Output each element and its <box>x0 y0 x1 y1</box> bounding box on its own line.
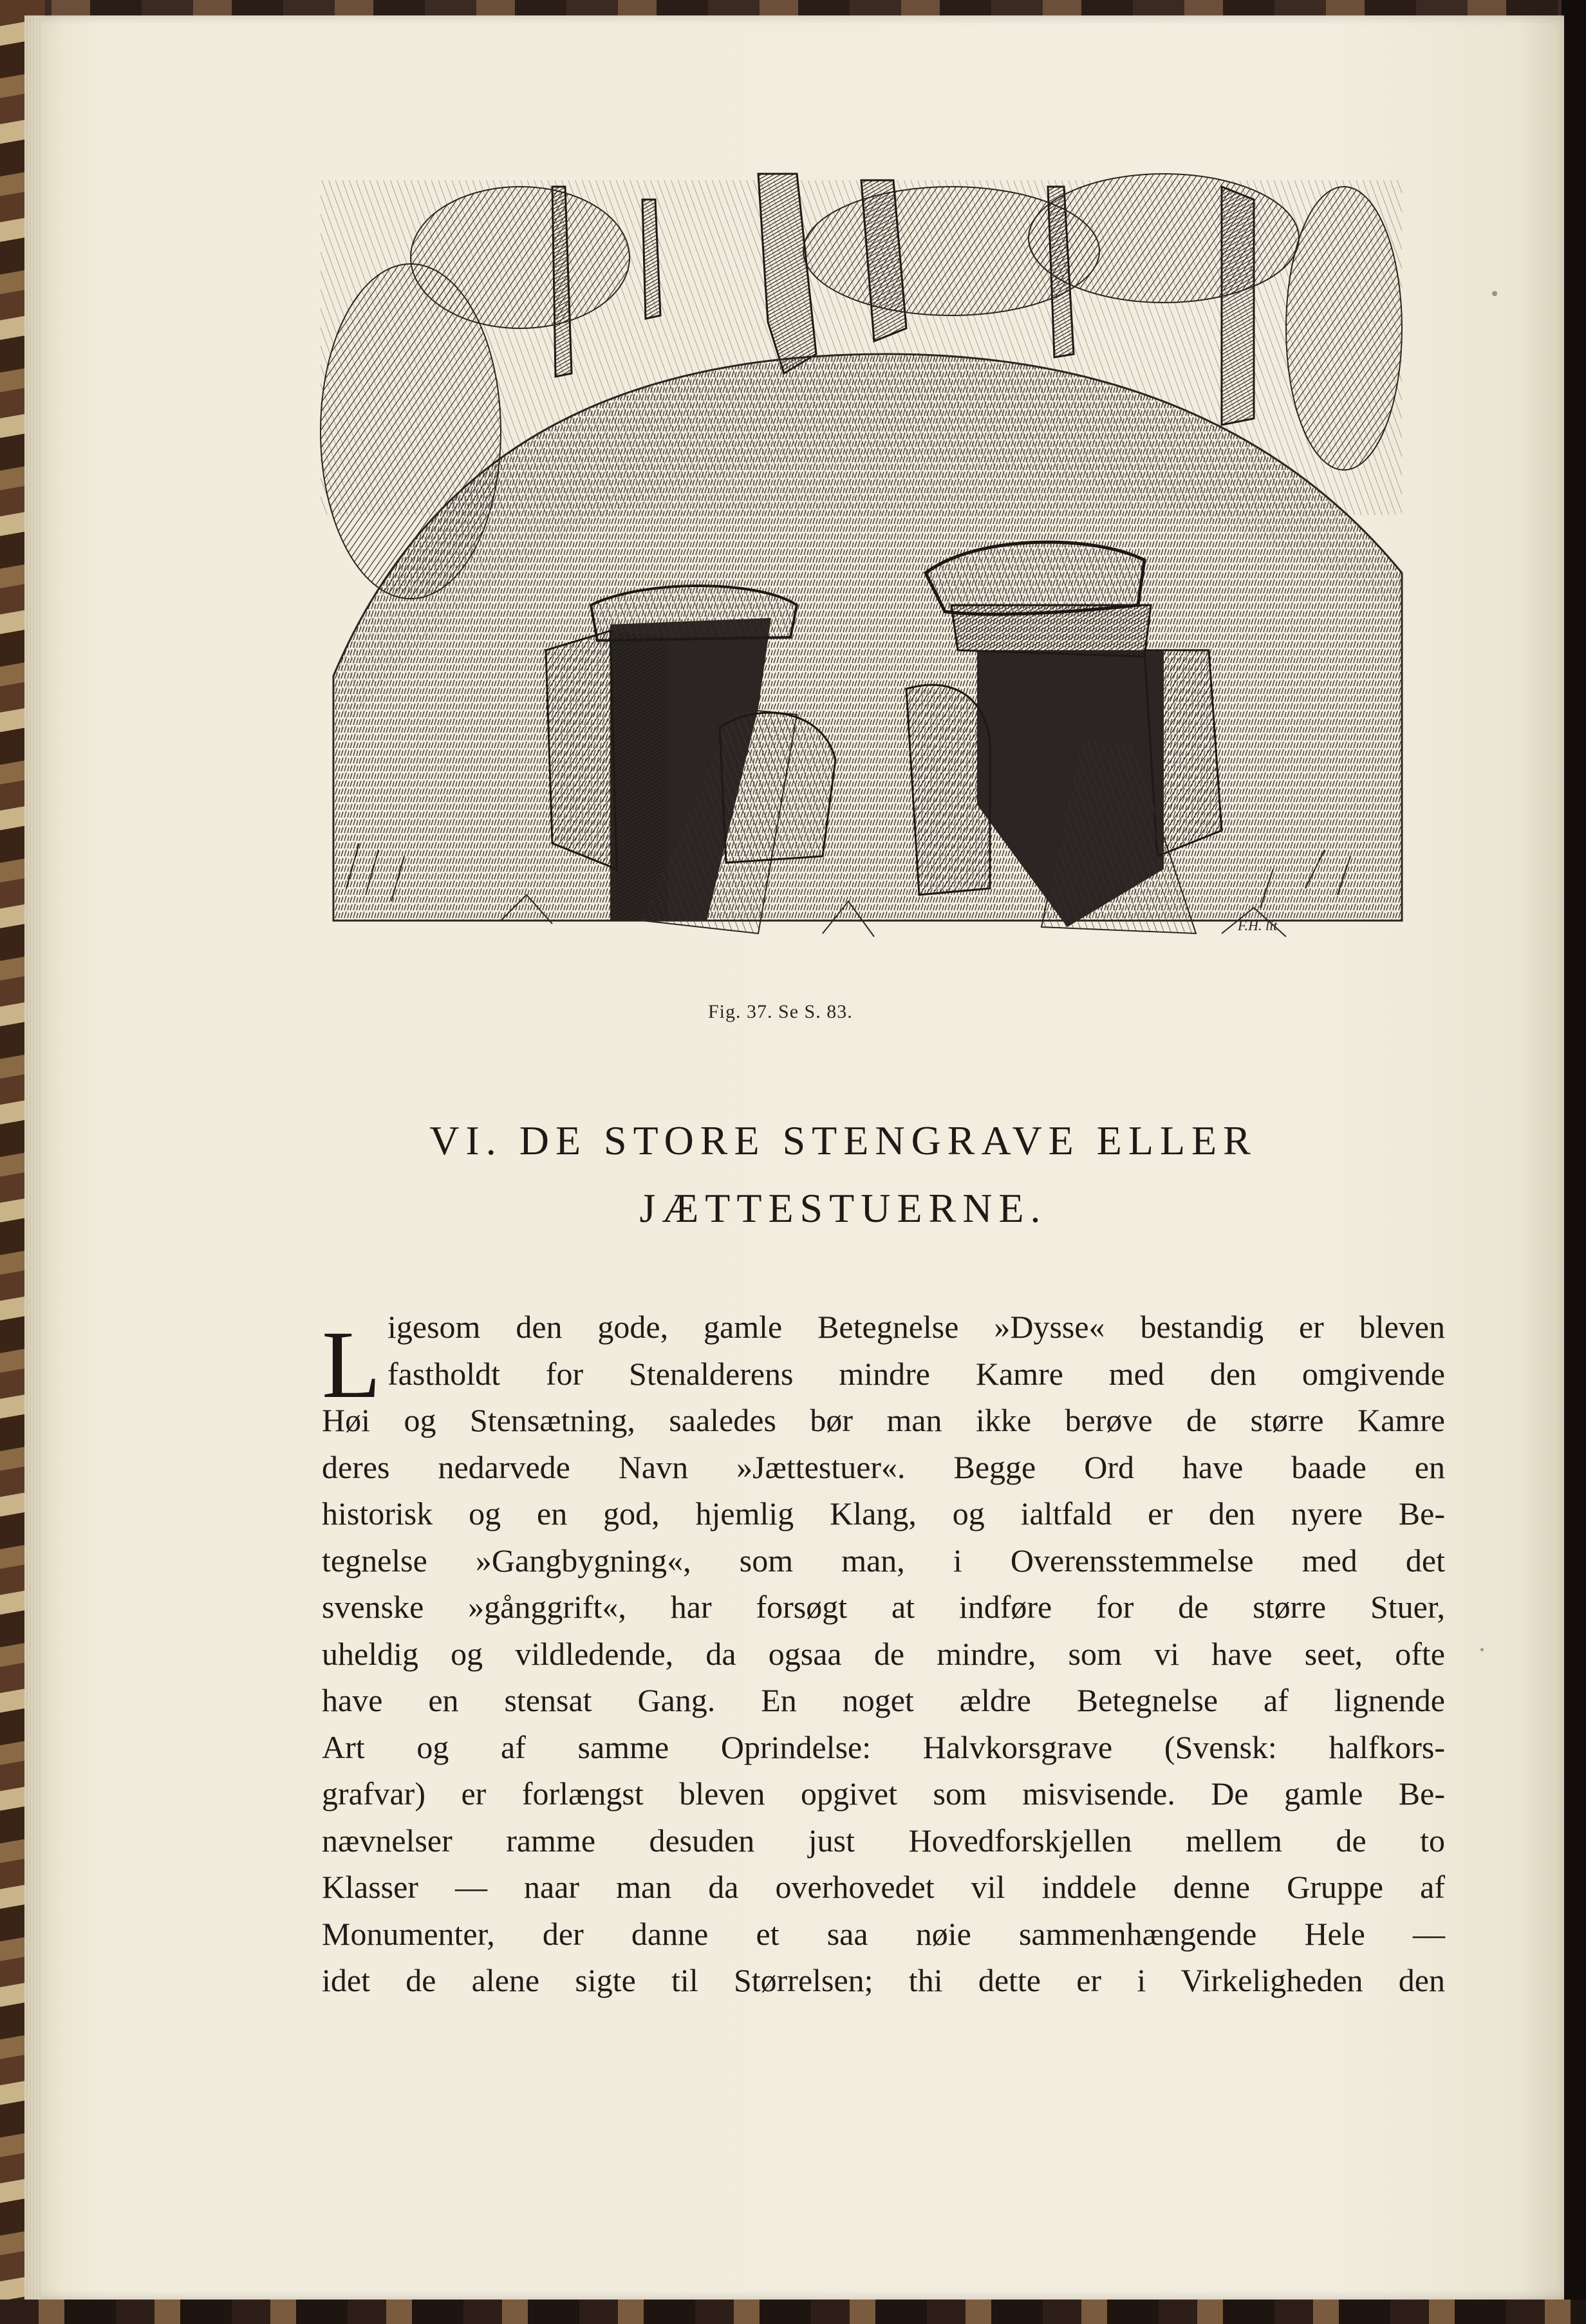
text-line: Klasser — naar man da overhovedet vil inddele denne Gruppe af <box>322 1869 1445 1905</box>
chapter-title-line1: VI. DE STORE STENGRAVE ELLER <box>429 1118 1257 1163</box>
paper-speck <box>1492 291 1497 296</box>
paper-speck <box>1480 1648 1484 1651</box>
body-paragraph <box>322 1304 1445 2004</box>
text-line: igesom den gode, gamle Betegnelse »Dysse« bestandig er bleven <box>387 1309 1445 1345</box>
text-line: grafvar) er forlængst bleven opgivet som misvisende. De gamle Be- <box>322 1776 1445 1812</box>
chapter-title-line2: JÆTTESTUERNE. <box>639 1185 1047 1231</box>
figure-caption: Fig. 37. Se S. 83. <box>708 1001 853 1022</box>
text-line: historisk og en god, hjemlig Klang, og ialtfald er den nyere Be- <box>322 1495 1445 1532</box>
text-line: tegnelse »Gangbygning«, som man, i Overensstemmelse med det <box>322 1542 1445 1579</box>
text-line: deres nedarvede Navn »Jættestuer«. Begge Ord have baade en <box>322 1448 1445 1485</box>
page-stack-edge <box>24 15 41 2300</box>
text-line: nævnelser ramme desuden just Hovedforskjellen mellem de to <box>322 1822 1445 1859</box>
text-line: Art og af samme Oprindelse: Halvkorsgrave (Svensk: halfkors- <box>322 1729 1445 1765</box>
text-line: svenske »gånggrift«, har forsøgt at indføre for de større Stuer, <box>322 1589 1445 1625</box>
book-binding-right <box>1562 0 1586 2324</box>
text-line: have en stensat Gang. En noget ældre Betegnelse af lignende <box>322 1682 1445 1718</box>
text-line: Høi og Stensætning, saaledes bør man ikke berøve de større Kamre <box>322 1402 1445 1438</box>
drop-cap-letter: L <box>322 1311 381 1418</box>
text-line: Monumenter, der danne et saa nøie sammenhængende Hele — <box>322 1915 1445 1952</box>
artist-signature: F.H. lit <box>1238 917 1278 933</box>
text-line: uheldig og vildledende, da ogsaa de mindre, som vi have seet, ofte <box>322 1635 1445 1672</box>
passage-grave-engraving <box>308 161 1415 966</box>
text-line: fastholdt for Stenalderens mindre Kamre med den omgivende <box>387 1355 1445 1392</box>
book-binding-bottom <box>0 2300 1586 2324</box>
book-binding-top <box>0 0 1586 17</box>
text-line: idet de alene sigte til Størrelsen; thi dette er i Virkeligheden den <box>322 1962 1445 1998</box>
